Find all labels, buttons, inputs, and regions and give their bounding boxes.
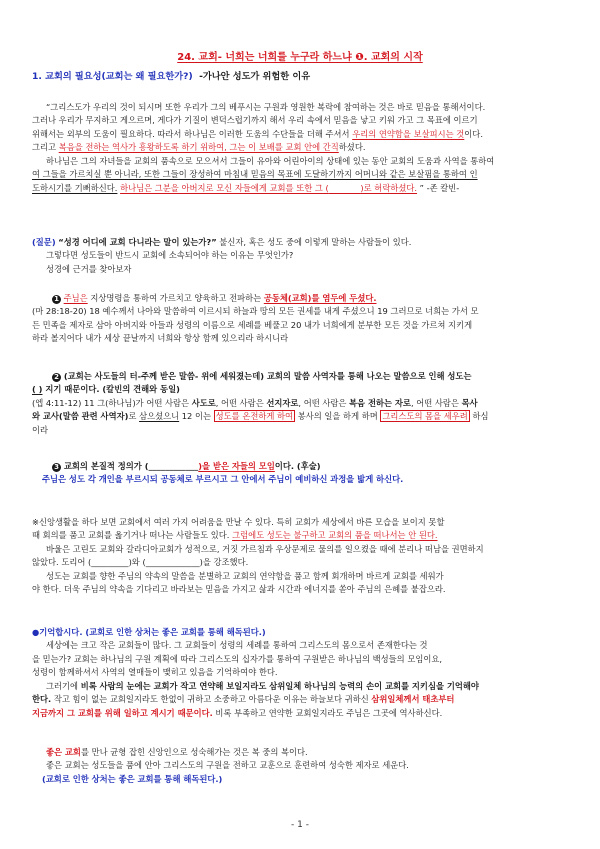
point-2-ref: (엡 4:11-12) 11 그(하나님)가 어떤 사람은 사도로, 어떤 사람은 선지자로, 어떤 사람은 복음 전하는 자로, 어떤 사람은 목사 bbox=[32, 397, 478, 408]
point-1-ref: (마 28:18-20) 18 예수께서 나아와 말씀하여 이르시되 하늘과 땅의 모든 권세를 내게 주셨으니 19 그러므로 너희는 가서 모 bbox=[32, 306, 479, 317]
note-line: 성도는 교회를 향한 주님의 약속의 말씀을 분별하고 교회의 연약함을 품고 함께 회개하며 바르게 교회를 세워가 bbox=[46, 570, 444, 581]
closing-line: 좋은 교회는 성도들을 품에 안아 그리스도의 구원을 전하고 교훈으로 훈련하여 성숙한 제자로 세운다. bbox=[46, 760, 409, 771]
quote-line: “그리스도가 우리의 것이 되시며 또한 우리가 그의 베푸시는 구원과 영원한 복락에 참여하는 것은 바로 믿음을 통해서이다. bbox=[46, 102, 486, 112]
point-1-ref: 하라 볼지어다 내가 세상 끝날까지 너희와 항상 함께 있으리라 하시니라 bbox=[32, 333, 289, 344]
section-1-heading-sub: -가나안 성도가 위험한 이유 bbox=[199, 71, 311, 82]
question-line-2: 그렇다면 성도들이 반드시 교회에 소속되어야 하는 이유는 무엇인가? bbox=[46, 250, 294, 261]
remember-line: 그러기에 비록 사람의 눈에는 교회가 작고 연약해 보일지라도 삼위일체 하나님의 능력의 손이 교회를 지키심을 기억해야 bbox=[46, 680, 479, 691]
question-block bbox=[32, 236, 572, 276]
point-1 bbox=[32, 292, 572, 346]
note-block bbox=[32, 516, 572, 597]
note-line: ※신앙생활을 하다 보면 교회에서 여러 가지 어려움을 만날 수 있다. 특히 교회가 세상에서 바른 모습을 보이지 못할 bbox=[32, 517, 445, 527]
point-2 bbox=[32, 370, 572, 437]
closing-line: 좋은 교회를 만나 균형 잡힌 신앙인으로 성숙해가는 것은 복 중의 복이다. bbox=[46, 747, 308, 757]
note-line: 때 회의를 품고 교회를 옮기거나 떠나는 사람들도 있다. 그럼에도 성도는 불구하고 교회의 품을 떠나서는 안 된다. bbox=[32, 530, 438, 541]
remember-line: 한다. 작고 힘이 없는 교회일지라도 한없이 귀하고 소중하고 아름다운 이유는 하늘보다 귀하신 삼위일체께서 태초부터 bbox=[32, 694, 455, 705]
note-line: 않았다. 도리어 (_________)와 (_____________)을 강조했다. bbox=[32, 557, 249, 568]
number-2-icon: 2 bbox=[52, 373, 61, 382]
calvin-quote bbox=[32, 101, 572, 195]
point-1-ref: 든 민족을 제자로 삼아 아버지와 아들과 성령의 이름으로 세례를 베풀고 20 내가 너희에게 분부한 모든 것을 가르쳐 지키게 bbox=[32, 319, 473, 330]
quote-line: 위해서는 외부의 도움이 필요하다. 따라서 하나님은 이러한 도움의 수단들을 더해 주셔서 우리의 연약함을 보살피시는 것이다. bbox=[32, 128, 483, 139]
remember-line: 을 믿는가? 교회는 하나님의 구원 계획에 따라 그리스도의 십자가를 통하여 구원받은 하나님의 백성들의 모임이요, bbox=[32, 653, 443, 664]
remember-line: 지금까지 그 교회를 위해 일하고 계시기 때문이다. 비록 부족하고 연약한 교회일지라도 주님은 그곳에 역사하신다. bbox=[32, 707, 443, 718]
closing-block bbox=[32, 746, 572, 786]
section-1 bbox=[32, 70, 572, 85]
page-title: 24. 교회- 너희는 너희를 누구라 하느냐 ❶. 교회의 시작 bbox=[177, 52, 423, 63]
point-3 bbox=[32, 460, 572, 487]
quote-line: 그리고 복음을 전하는 역사가 흥왕하도록 하기 위하여, 그는 이 보배를 교회 안에 간직하셨다. bbox=[32, 142, 366, 153]
note-line: 바울은 고린도 교회와 갈라디아교회가 성적으로, 거짓 가르침과 우상문제로 물의를 일으켰을 때에 분리나 떠남을 권면하지 bbox=[46, 543, 484, 554]
point-3-line: 3 교회의 본질적 정의가 (____________)을 받은 자들의 모임이다. (후술) bbox=[32, 460, 572, 473]
page-number: - 1 - bbox=[291, 820, 309, 831]
quote-line: 하나님은 그의 자녀들을 교회의 품속으로 모으셔서 그들이 유아와 어린아이의 상태에 있는 동안 교회의 도움과 사역을 통하여 bbox=[46, 155, 495, 166]
point-2-ref: 와 교사(말씀 관련 사역자)로 삼으셨으니 12 이는 성도를 온전하게 하여 봉사의 일을 하게 하며 그리스도의 몸을 세우려 하심 bbox=[32, 411, 489, 422]
quote-line: 도하시기를 기뻐하신다. 하나님은 그분을 아버지로 모신 자들에게 교회를 또한 그 ( )로 허락하셨다. ” -존 칼빈- bbox=[32, 182, 460, 193]
point-2-ref: 이라 bbox=[32, 424, 49, 435]
point-3-sub: 주님은 성도 각 개인을 부르시되 공동체로 부르시고 그 안에서 주님이 예비하신 과정을 밟게 하신다. bbox=[42, 474, 404, 485]
quote-line: 여 그들을 가르치실 뿐 아니라, 또한 그들이 장성하여 마침내 믿음의 목표에 도달하기까지 어머니와 같은 보살핌을 통하여 인 bbox=[32, 169, 478, 180]
quote-line: 그러나 우리가 무지하고 게으르며, 게다가 기질이 변덕스럽기까지 해서 우리 속에서 믿음을 낳고 키워 가고 그 목표에 이르기 bbox=[32, 115, 478, 126]
question-line: (질문) “성경 어디에 교회 다니라는 말이 있는가?” 불신자, 혹은 성도 중에 이렇게 말하는 사람들이 있다. bbox=[32, 237, 412, 247]
title-wrap bbox=[0, 0, 600, 66]
closing-line: (교회로 인한 상처는 좋은 교회를 통해 해독된다.) bbox=[42, 773, 223, 784]
remember-block bbox=[32, 626, 572, 720]
point-2-line: 2 (교회는 사도들의 터-주께 받은 말씀- 위에 세워졌는데) 교회의 말씀 사역자를 통해 나오는 말씀으로 인해 성도는 bbox=[32, 370, 572, 383]
section-1-heading-main: 1. 교회의 필요성(교회는 왜 필요한가?) bbox=[32, 71, 193, 82]
note-line: 야 한다. 더욱 주님의 약속을 기다리고 바라보는 믿음을 가지고 삶과 시간과 에너지를 쏟아 주님의 은혜를 붙잡으라. bbox=[32, 584, 446, 595]
section-1-heading bbox=[32, 70, 572, 85]
remember-heading: ●기억합시다. (교회로 인한 상처는 좋은 교회를 통해 해독된다.) bbox=[32, 627, 266, 637]
remember-line: 성령이 함께하셔서 사역의 열매들이 맺히고 있음을 기억하여야 한다. bbox=[32, 667, 278, 678]
question-line-3: 성경에 근거를 찾아보자 bbox=[46, 263, 132, 274]
point-1-line: 1 주님은 지상명령을 통하여 가르치고 양육하고 전파하는 공동체(교회)를 염두에 두셨다. bbox=[32, 292, 572, 305]
remember-line: 세상에는 크고 작은 교회들이 많다. 그 교회들이 성령의 세례를 통하여 그리스도의 몸으로서 존재한다는 것 bbox=[46, 640, 428, 651]
number-1-icon: 1 bbox=[52, 295, 61, 304]
number-3-icon: 3 bbox=[52, 463, 61, 472]
point-2-line-2: ( ) 지기 때문이다. (칼빈의 견해와 동일) bbox=[32, 384, 180, 395]
